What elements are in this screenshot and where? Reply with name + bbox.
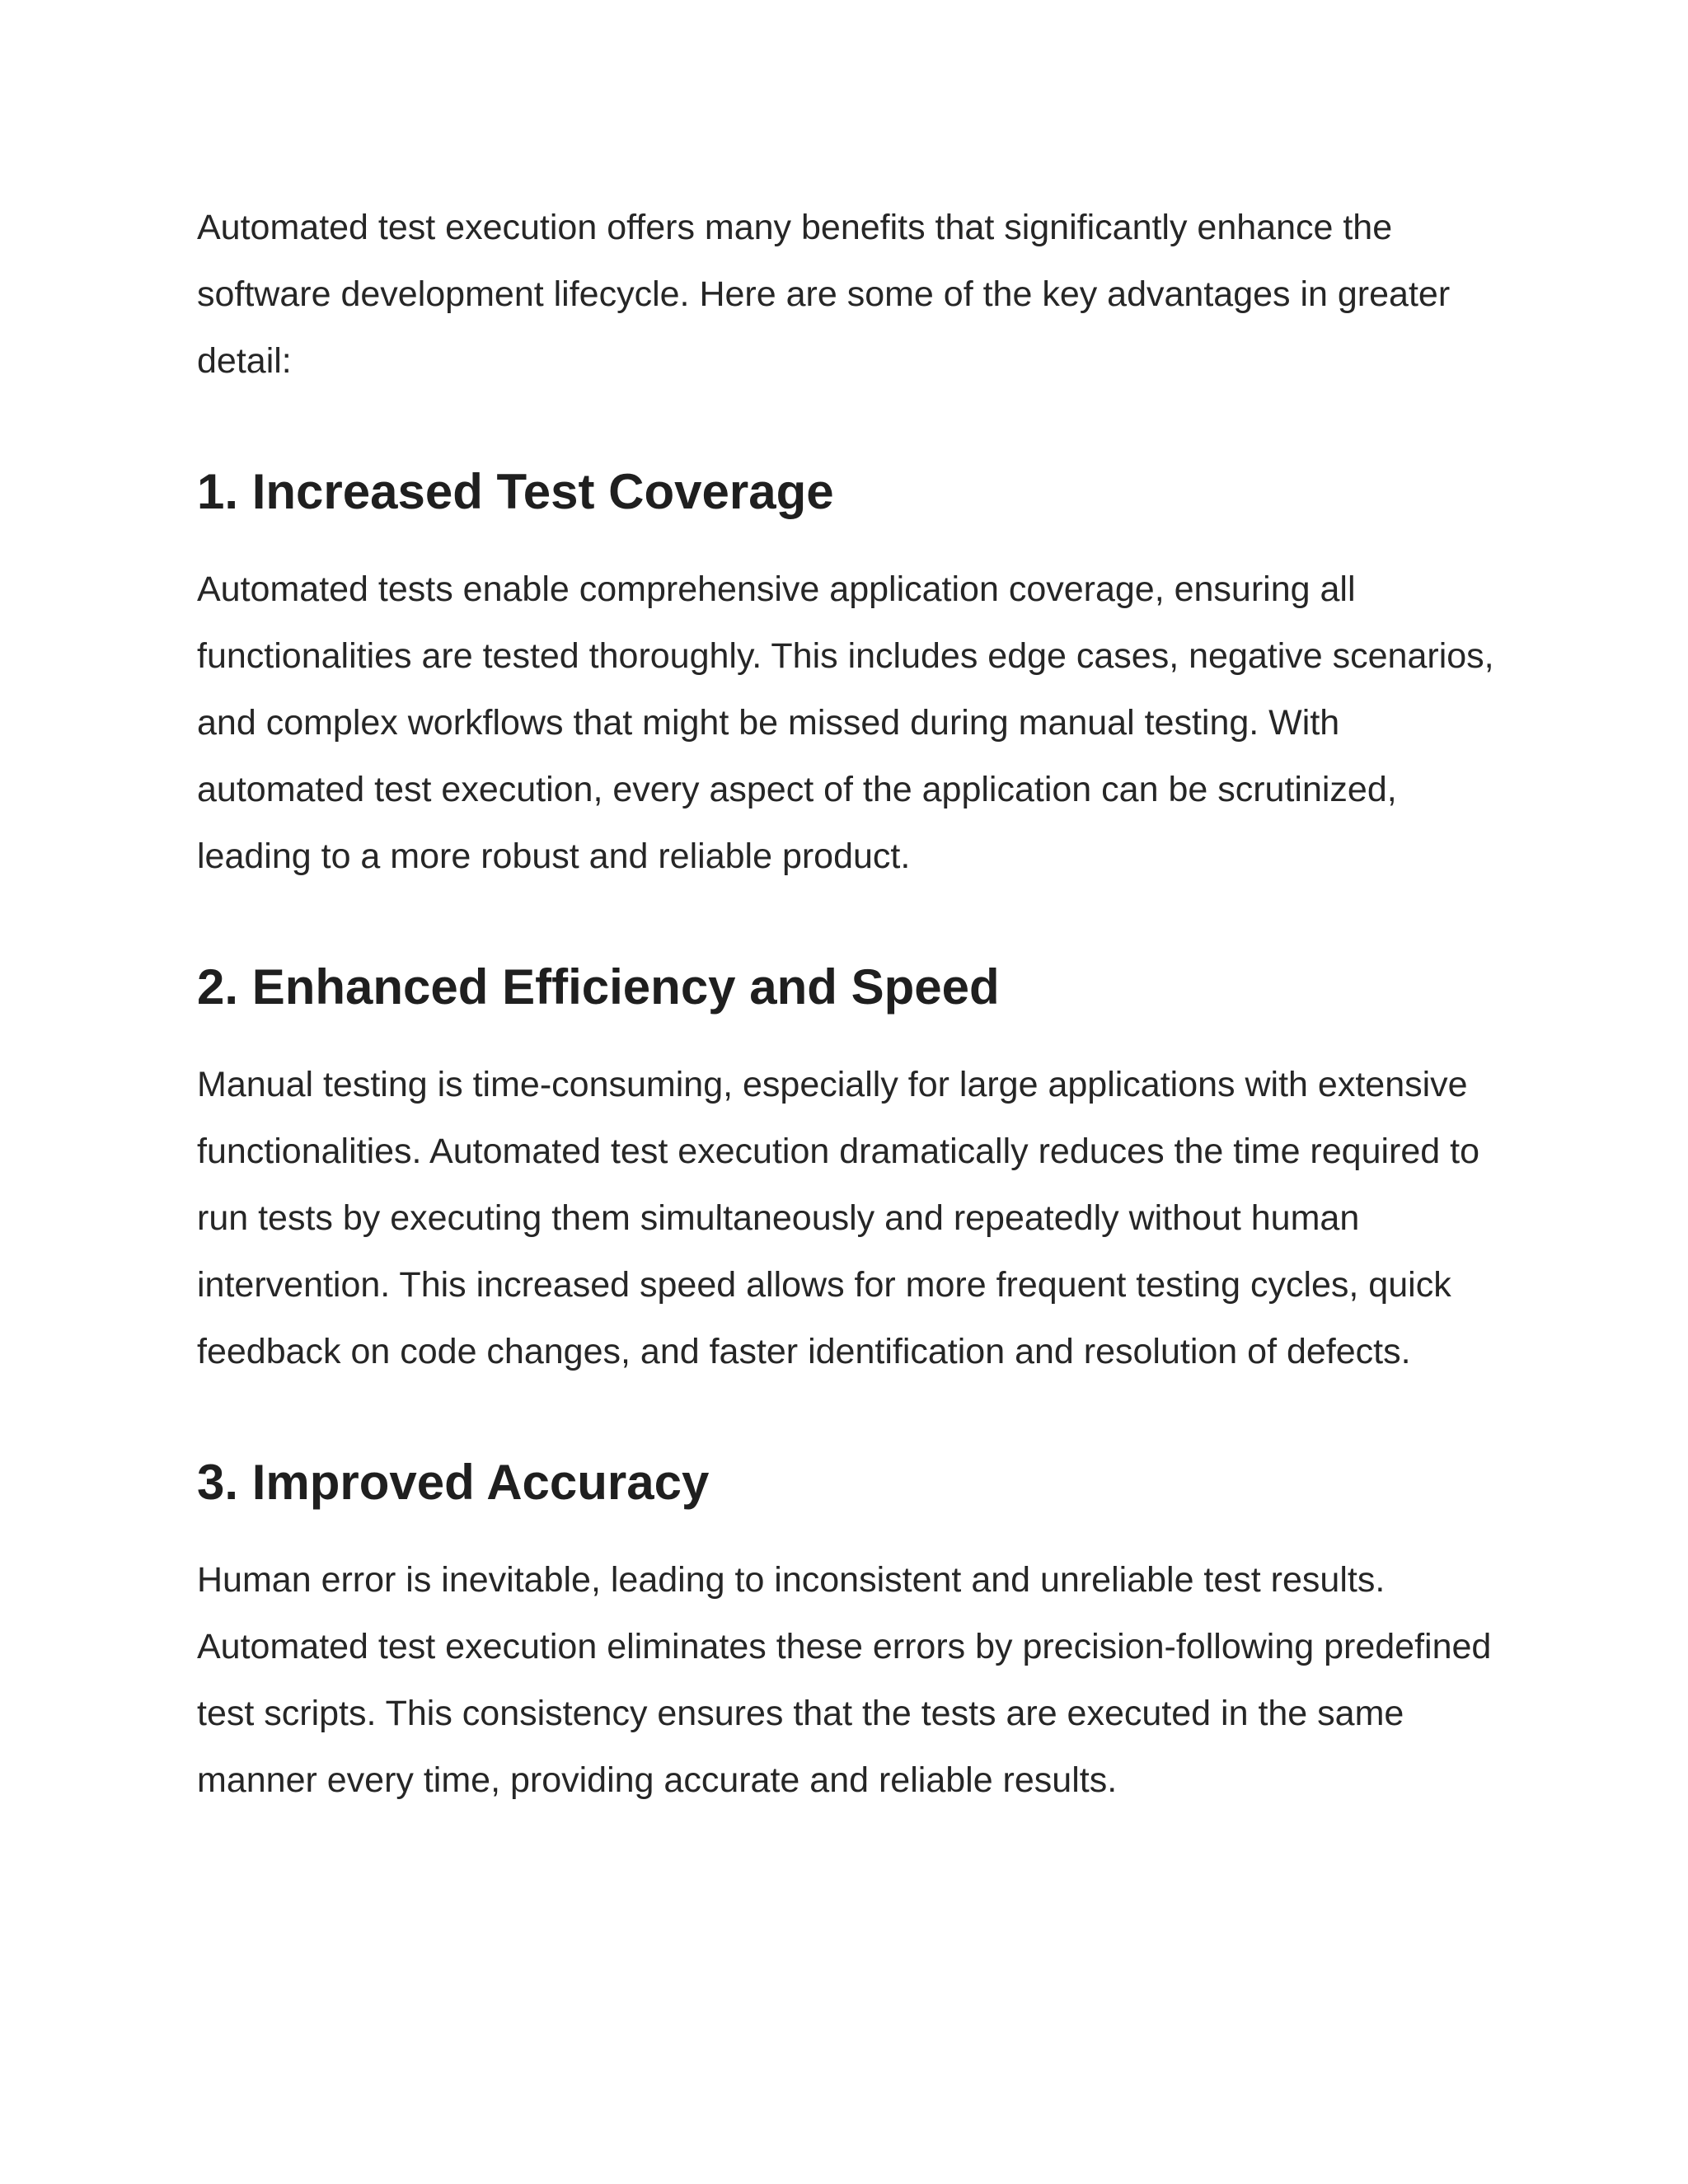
section-body-efficiency-speed: Manual testing is time-consuming, especially for large applications with extensive functionalities. Automated test execution dramatically reduces the time required to run tests by executing them simultaneously and repeatedly without human intervention. This increased speed allows for more frequent testing cycles, quick feedback on code changes, and faster identification and resolution of defects. — [197, 1065, 1479, 1371]
intro-paragraph: Automated test execution offers many benefits that significantly enhance the software development lifecycle. Here are some of the key advantages in greater detail: — [197, 208, 1451, 381]
section-heading-efficiency-speed: 2. Enhanced Efficiency and Speed — [197, 959, 1000, 1015]
section-heading-test-coverage: 1. Increased Test Coverage — [197, 464, 834, 519]
section-body-improved-accuracy: Human error is inevitable, leading to inconsistent and unreliable test results. Automated test execution eliminates these errors by precision-following predefined test scripts. This consistency ensures that the tests are executed in the same manner every time, providing accurate and reliable results. — [197, 1560, 1492, 1800]
section-body-test-coverage: Automated tests enable comprehensive application coverage, ensuring all functionalities are tested thoroughly. This includes edge cases, negative scenarios, and complex workflows that might be missed during manual testing. With automated test execution, every aspect of the application can be scrutinized, leading to a more robust and reliable product. — [197, 569, 1494, 876]
section-heading-improved-accuracy: 3. Improved Accuracy — [197, 1455, 710, 1510]
document-content — [197, 194, 1516, 1814]
